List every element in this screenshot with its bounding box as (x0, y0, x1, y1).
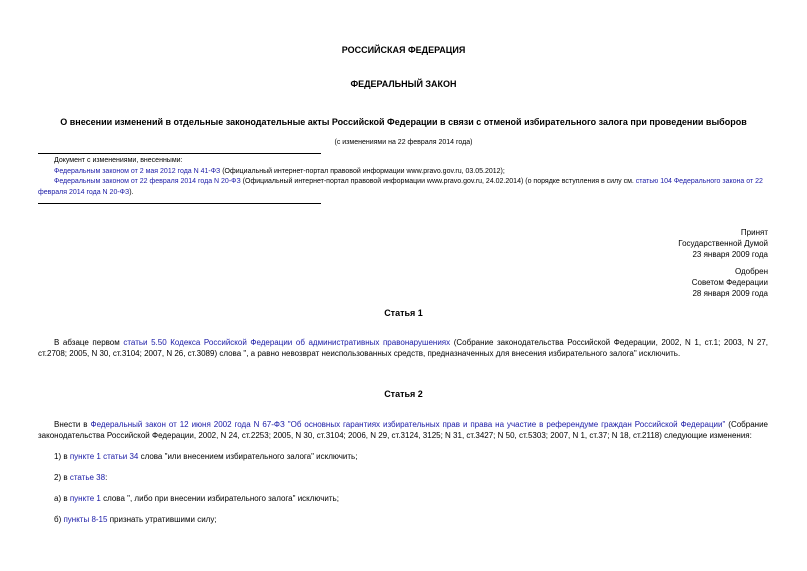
article-2-item-b (38, 514, 768, 525)
article-2-item-a (38, 493, 768, 504)
article-2-link[interactable]: Федеральный закон от 12 июня 2002 года N 67-ФЗ "Об основных гарантиях избирательных прав и права на участие в референдуме граждан Российской Федерации" (90, 420, 726, 429)
item-a-link[interactable]: пункте 1 (69, 494, 101, 503)
item-b-end: признать утратившими силу; (107, 515, 217, 524)
approved-line-1: Одобрен (734, 267, 768, 276)
article-2-heading: Статья 2 (384, 389, 423, 399)
change-item-2-text: (Официальный интернет-портал правовой информации www.pravo.gov.ru, 24.02.2014) (о порядке вступления в силу см. (240, 178, 636, 185)
change-item-1 (38, 167, 773, 178)
accepted-block (678, 227, 768, 260)
item-b-start: б) (54, 515, 64, 524)
item-1-start: 1) в (54, 452, 70, 461)
article-1-heading: Статья 1 (384, 308, 423, 318)
changes-box (38, 156, 773, 198)
article-1-end: (Собрание законодательства Российской Федерации, 2002, N 1, ст.1; 2003, N 27, ст.2708; 2005, N 30, ст.3104; 2007, N 26, ст.3089) слова ", а равно невозврат неиспользованных средств, предназначенных для внесения избирательного залога" исключить. (38, 338, 768, 358)
item-2-link[interactable]: статье 38 (69, 473, 106, 482)
change-item-2-end: ). (129, 188, 134, 196)
edition-note: (с изменениями на 22 февраля 2014 года) (334, 139, 473, 146)
item-1-link[interactable]: пункте 1 статьи 34 (69, 452, 139, 461)
item-2-end: : (105, 473, 108, 482)
item-2-start: 2) в (54, 473, 70, 482)
item-a-start: а) в (54, 494, 70, 503)
article-2-start: Внести в (54, 420, 91, 429)
changes-intro: Документ с изменениями, внесенными: (54, 157, 183, 164)
change-item-2 (38, 177, 773, 198)
law-title: О внесении изменений в отдельные законодательные акты Российской Федерации в связи с отменой избирательного залога при проведении выборов (60, 117, 747, 127)
article-2-paragraph (38, 419, 768, 441)
approved-line-3: 28 января 2009 года (692, 289, 768, 298)
article-1-start: В абзаце первом (54, 338, 124, 347)
article-2-end: (Собрание законодательства Российской Федерации, 2002, N 24, ст.2253; 2005, N 30, ст.3104; 2006, N 29, ст.3124, 3125; N 31, ст.3427; N 50, ст.5303; 2007, N 1, ст.37; N 18, ст.2118) следующие изменения: (38, 420, 768, 440)
accepted-line-3: 23 января 2009 года (692, 250, 768, 259)
item-a-end: слова ", либо при внесении избирательного залога" исключить; (100, 494, 339, 503)
item-b-link[interactable]: пункты 8-15 (63, 515, 108, 524)
article-2-item-2 (38, 472, 768, 483)
change-item-2-article-link[interactable]: статью 104 Федерального закона от 22 февраля 2014 года N 20-ФЗ (38, 178, 763, 196)
approved-block (692, 266, 768, 299)
accepted-line-1: Принят (740, 228, 768, 237)
law-type-heading: ФЕДЕРАЛЬНЫЙ ЗАКОН (350, 79, 457, 89)
approved-line-2: Советом Федерации (691, 278, 768, 287)
country-heading: РОССИЙСКАЯ ФЕДЕРАЦИЯ (341, 45, 466, 55)
changes-bottom-rule (38, 203, 321, 204)
accepted-line-2: Государственной Думой (678, 239, 768, 248)
change-item-2-link[interactable]: Федеральным законом от 22 февраля 2014 года N 20-ФЗ (54, 178, 241, 185)
change-item-1-text: (Официальный интернет-портал правовой информации www.pravo.gov.ru, 03.05.2012); (220, 167, 505, 175)
change-item-1-link[interactable]: Федеральным законом от 2 мая 2012 года N 41-ФЗ (54, 167, 221, 175)
changes-top-rule (38, 153, 321, 154)
article-1-paragraph (38, 337, 768, 359)
item-1-end: слова "или внесением избирательного залога" исключить; (138, 452, 358, 461)
article-2-item-1 (38, 451, 768, 462)
article-1-link[interactable]: статьи 5.50 Кодекса Российской Федерации об административных правонарушениях (123, 338, 451, 347)
